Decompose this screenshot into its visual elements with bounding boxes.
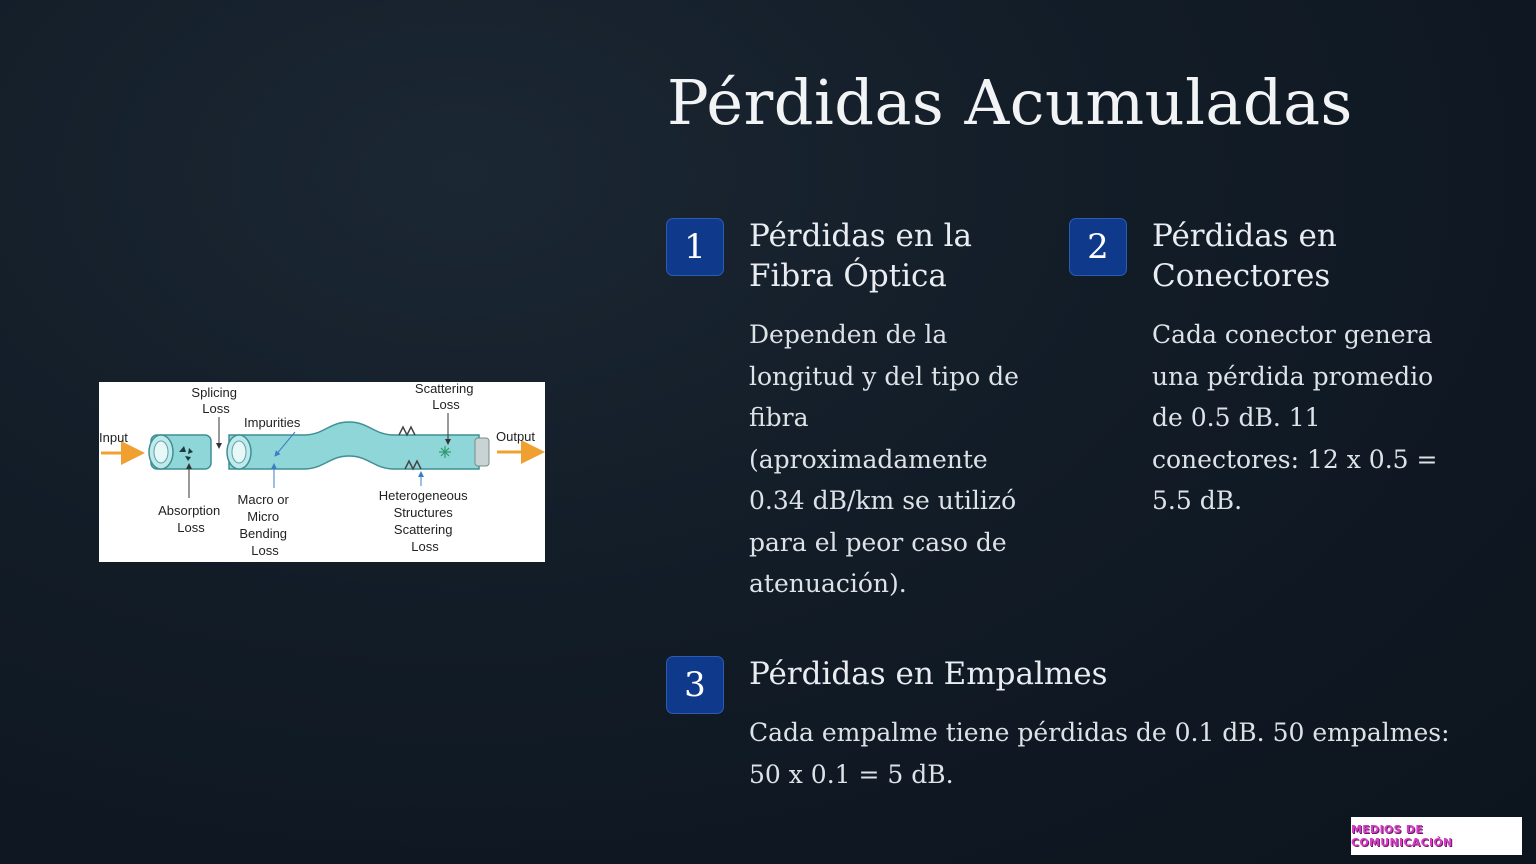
heterogeneous-loss-label-line: Structures xyxy=(393,505,453,520)
heterogeneous-loss-label xyxy=(379,488,472,554)
card-2-text-line: de 0.5 dB. 11 xyxy=(1152,403,1321,432)
brand-logo xyxy=(1351,817,1522,855)
heterogeneous-loss-label-line: Loss xyxy=(411,539,439,554)
card-2-number-badge xyxy=(1069,218,1127,276)
absorption-loss-label xyxy=(158,503,224,535)
bending-loss-label-line: Loss xyxy=(251,543,279,558)
impurities-label: Impurities xyxy=(244,415,301,430)
card-2-text-line: una pérdida promedio xyxy=(1152,361,1434,391)
card-2-title-line: Pérdidas en xyxy=(1152,218,1337,254)
input-label: Input xyxy=(99,430,128,445)
card-1-text xyxy=(749,314,1019,605)
card-2-text xyxy=(1152,314,1437,522)
heterogeneous-loss-label-line: Scattering xyxy=(393,522,453,537)
scattering-loss-label-line: Scattering xyxy=(414,382,474,396)
card-2-text-line: 5.5 dB. xyxy=(1152,486,1243,515)
card-1-text-line: Dependen de la xyxy=(749,320,948,349)
card-1-text-line: 0.34 dB/km se utilizó xyxy=(749,486,1017,515)
card-1-number-badge xyxy=(666,218,724,276)
fiber-loss-diagram xyxy=(99,382,545,562)
card-3-text-line: 50 x 0.1 = 5 dB. xyxy=(749,759,954,789)
card-2-text-line: Cada conector genera xyxy=(1152,320,1433,349)
card-1-title-line: Pérdidas en la xyxy=(749,218,973,254)
scattering-defect-icon xyxy=(399,427,415,435)
card-1-title xyxy=(749,216,972,296)
fiber-core-1 xyxy=(154,441,168,463)
splicing-loss-label-line: Splicing xyxy=(191,385,237,400)
card-3-number-badge xyxy=(666,656,724,714)
card-3-title-line: Pérdidas en Empalmes xyxy=(749,656,1108,692)
card-3-text-line: Cada empalme tiene pérdidas de 0.1 dB. 50 empalmes: xyxy=(749,718,1450,747)
fiber-output-cap xyxy=(475,438,489,466)
bending-loss-label xyxy=(238,492,293,558)
card-2-text-line: conectores: 12 x 0.5 = xyxy=(1152,444,1438,474)
card-1-text-line: para el peor caso de xyxy=(749,527,1007,557)
heterogeneous-loss-label-line: Heterogeneous xyxy=(378,488,468,503)
splicing-loss-label xyxy=(191,385,240,416)
scattering-loss-label-line: Loss xyxy=(432,397,460,412)
bending-loss-label-line: Micro xyxy=(247,509,280,524)
fiber-core-2 xyxy=(232,441,246,463)
slide-title: Pérdidas Acumuladas xyxy=(667,66,1353,139)
card-2-title xyxy=(1152,216,1337,296)
splicing-loss-label-line: Loss xyxy=(202,401,230,416)
card-3-title xyxy=(749,654,1108,694)
absorption-loss-label-line: Absorption xyxy=(158,503,221,518)
card-1-text-line: longitud y del tipo de xyxy=(749,361,1019,391)
card-1-title-line: Fibra Óptica xyxy=(749,258,947,294)
card-1-text-line: fibra xyxy=(749,403,809,432)
fiber-loss-diagram-svg xyxy=(99,382,545,562)
absorption-loss-label-line: Loss xyxy=(177,520,205,535)
card-2-title-line: Conectores xyxy=(1152,258,1331,294)
output-label: Output xyxy=(496,429,536,444)
card-3-text xyxy=(749,712,1450,795)
card-1-text-line: (aproximadamente xyxy=(749,444,988,474)
card-3-number: 3 xyxy=(684,665,706,705)
card-1-text-line: atenuación). xyxy=(749,569,907,598)
bending-loss-label-line: Bending xyxy=(239,526,288,541)
bending-loss-label-line: Macro or xyxy=(237,492,289,507)
brand-logo-text: MEDIOS DE COMUNICACIÓN xyxy=(1351,823,1453,849)
card-1-number: 1 xyxy=(684,227,706,267)
scattering-loss-label xyxy=(415,382,477,412)
card-2-number: 2 xyxy=(1087,227,1109,267)
